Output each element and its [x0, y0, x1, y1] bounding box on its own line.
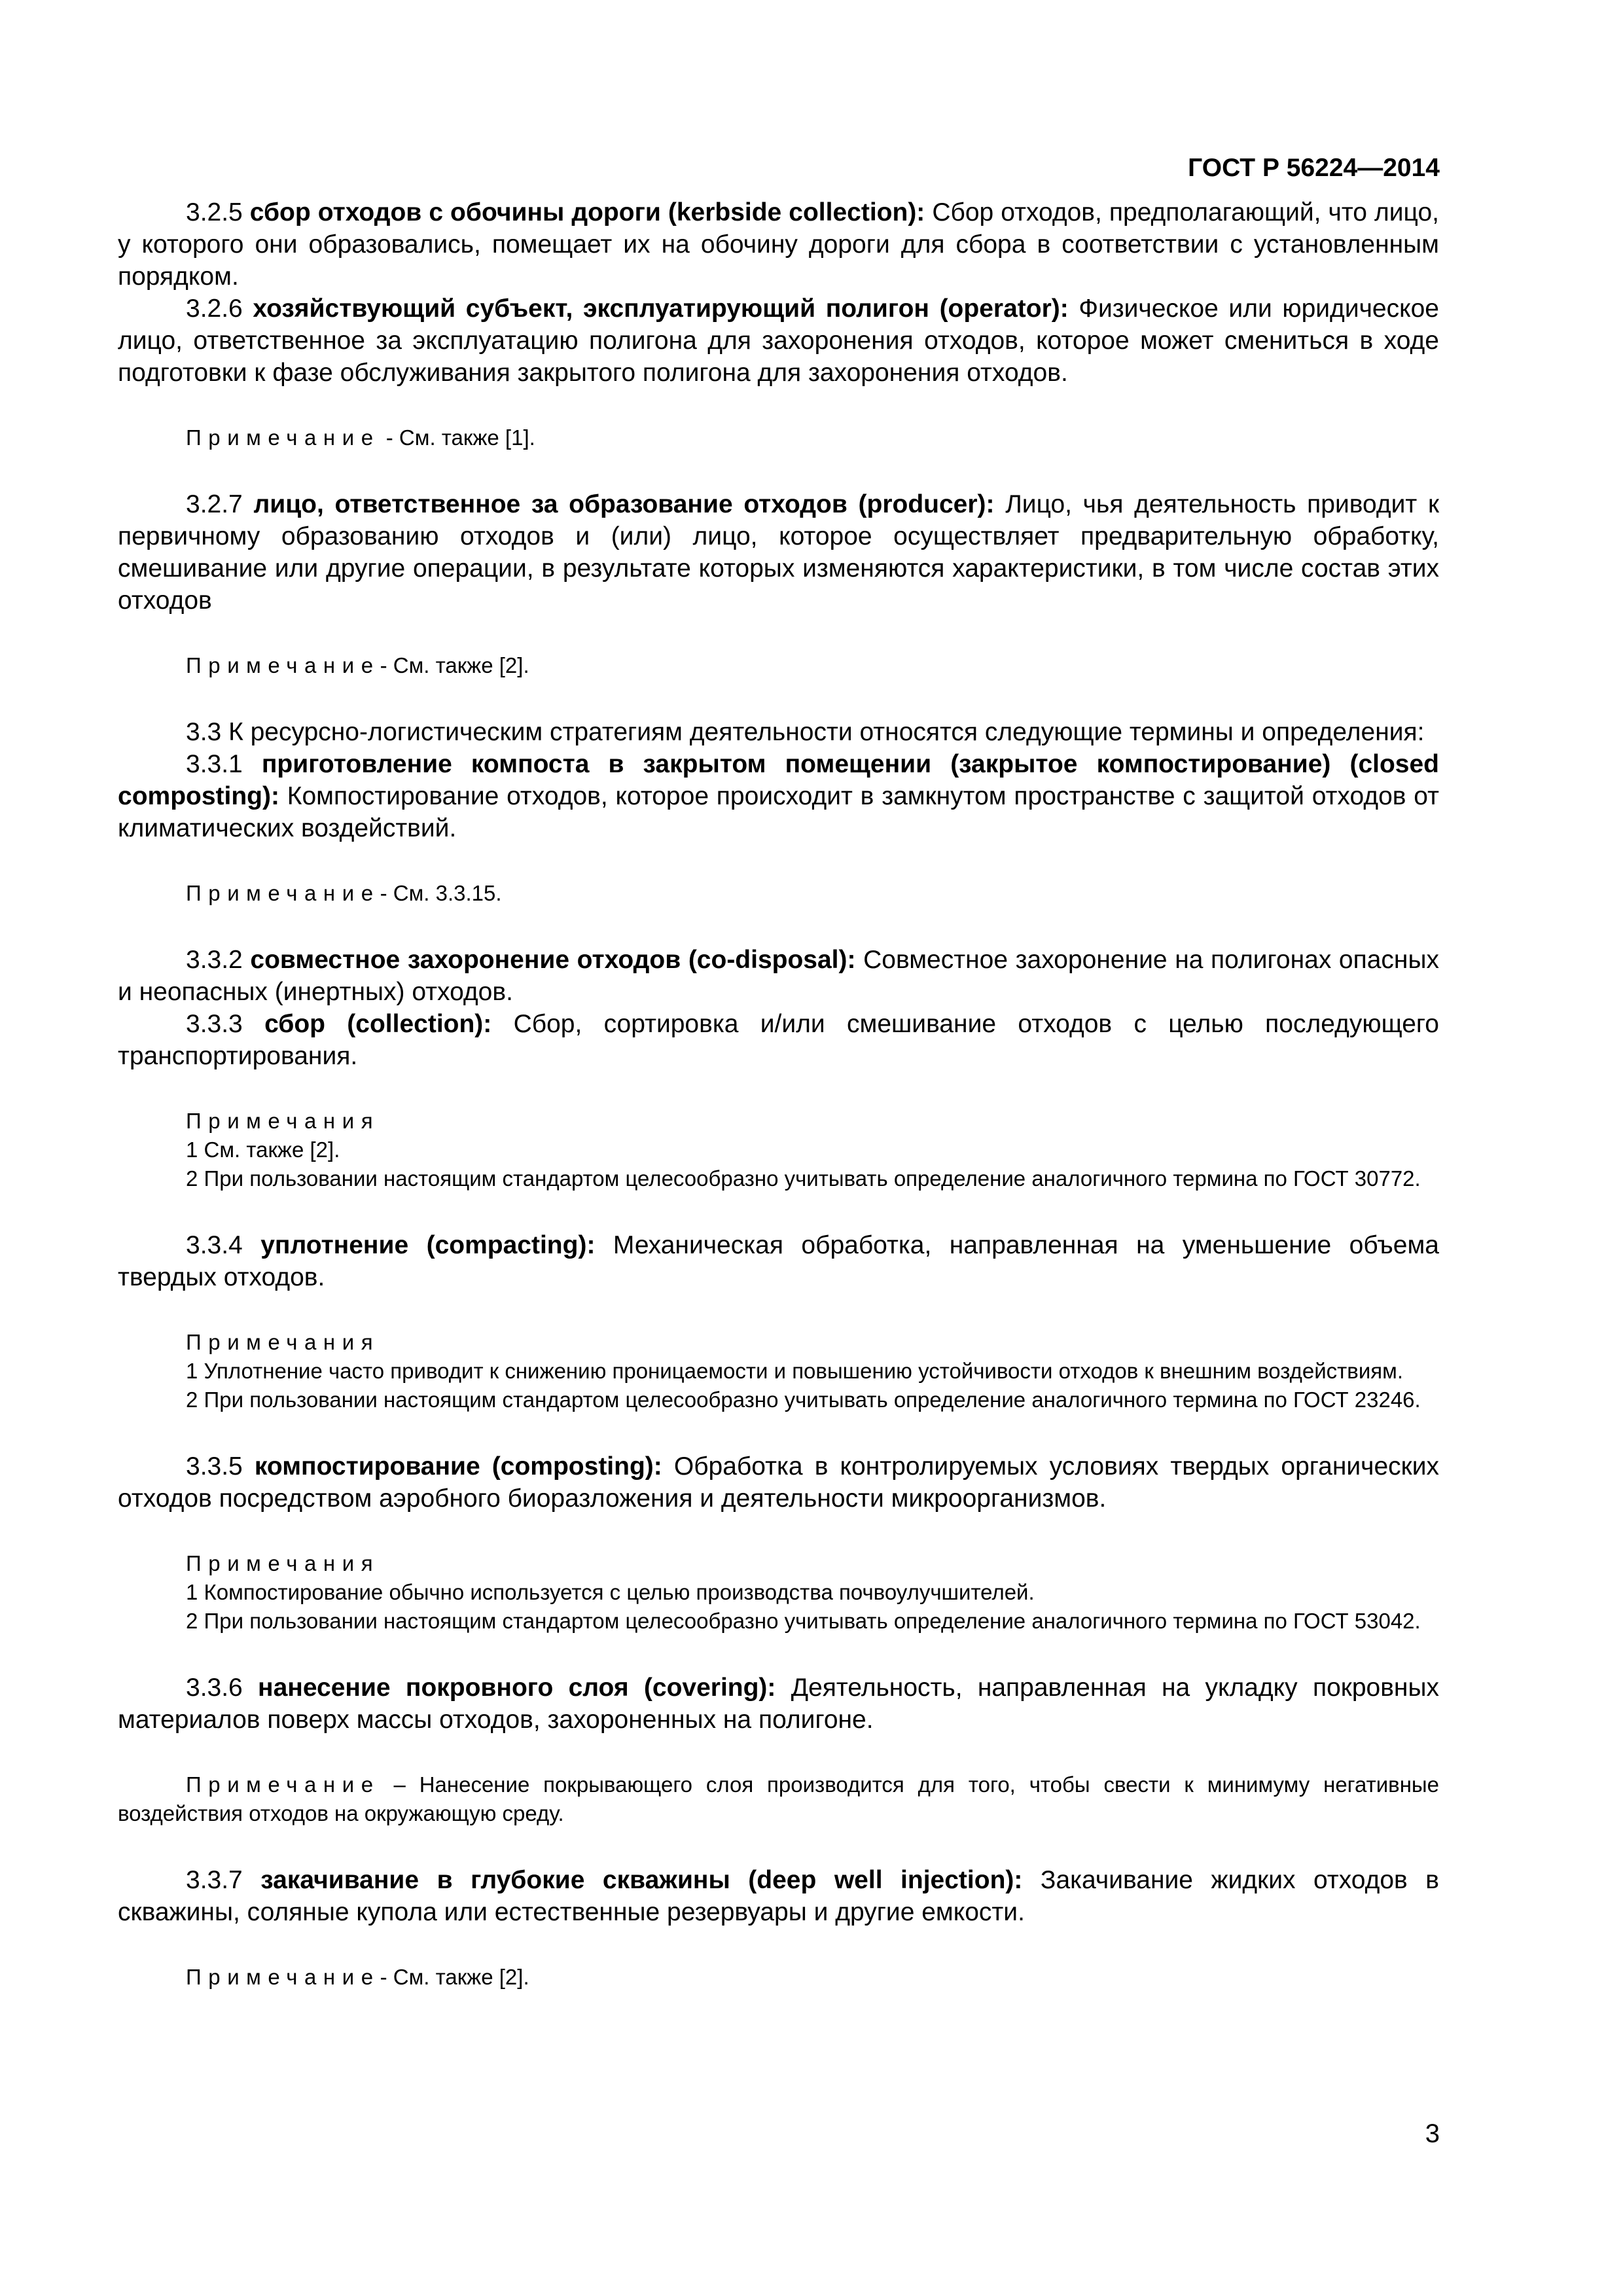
note [118, 423, 1439, 452]
clause-number: 3.3.2 [186, 946, 243, 974]
clause-number: 3.2.6 [186, 295, 243, 323]
note-text: - См. также [2]. [380, 653, 529, 677]
notes-title [118, 1549, 1439, 1578]
document-number: ГОСТ Р 56224—2014 [1188, 154, 1440, 182]
spacer [118, 1414, 1439, 1450]
note-label: Примечание [186, 653, 380, 677]
note [118, 1770, 1439, 1828]
note-text: - См. также [1]. [380, 425, 535, 450]
clause-number: 3.2.7 [186, 490, 243, 518]
notes-label: Примечания [186, 1330, 380, 1354]
note-item: 1 См. также [2]. [186, 1138, 340, 1162]
spacer [118, 1293, 1439, 1328]
clause-number: 3.3.7 [186, 1866, 243, 1894]
note-text: – Нанесение покрывающего слоя производится для того, чтобы свести к минимуму негативные воздействия отходов на окружающую среду. [118, 1772, 1439, 1825]
note [118, 879, 1439, 908]
term: нанесение покровного слоя (covering): [258, 1674, 776, 1702]
term: лицо, ответственное за образование отходов (producer): [253, 490, 995, 518]
note-label: Примечание [186, 1965, 380, 1989]
clause-number: 3.2.5 [186, 198, 243, 226]
definition-text: Сбор отходов, предполагающий, что лицо, у которого они образовались, помещает их на обочину дороги для сбора в соответствии с установленным порядком. [118, 198, 1439, 291]
definition-text: Закачивание жидких отходов в скважины, соляные купола или естественные резервуары и другие емкости. [118, 1866, 1439, 1926]
note-text: - См. 3.3.15. [380, 881, 502, 905]
clause-3-3-4 [118, 1229, 1439, 1293]
definition-text: К ресурсно-логистическим стратегиям деятельности относятся следующие термины и определения: [228, 718, 1425, 746]
note-label: Примечание [186, 881, 380, 905]
term: хозяйствующий субъект, эксплуатирующий полигон (operator): [253, 295, 1069, 323]
spacer [118, 1193, 1439, 1229]
clause-3-2-7 [118, 488, 1439, 617]
spacer [118, 617, 1439, 651]
spacer [118, 1515, 1439, 1549]
note-label: Примечание [186, 1772, 380, 1797]
spacer [118, 908, 1439, 944]
term: компостирование (composting): [254, 1452, 662, 1480]
clause-number: 3.3.5 [186, 1452, 243, 1480]
note-text: - См. также [2]. [380, 1965, 529, 1989]
term: приготовление компоста в закрытом помещении (закрытое компостирование) (closed composting): [118, 750, 1439, 810]
clause-3-3-5 [118, 1450, 1439, 1515]
definition-text: Компостирование отходов, которое происходит в замкнутом пространстве с защитой отходов от климатических воздействий. [118, 782, 1439, 842]
note-item: 2 При пользовании настоящим стандартом целесообразно учитывать определение аналогичного термина по ГОСТ 53042. [186, 1609, 1421, 1633]
clause-3-3-3 [118, 1008, 1439, 1072]
clause-number: 3.3.1 [186, 750, 243, 778]
note-item: 2 При пользовании настоящим стандартом целесообразно учитывать определение аналогичного термина по ГОСТ 30772. [186, 1166, 1421, 1191]
clause-3-3-6 [118, 1672, 1439, 1736]
spacer [118, 844, 1439, 879]
spacer [118, 1928, 1439, 1963]
clause-3-2-6 [118, 293, 1439, 389]
definition-text: Лицо, чья деятельность приводит к первичному образованию отходов и (или) лицо, которое осуществляет предварительную обработку, смешивание или другие операции, в результате которых изменяются характеристики, в том числе состав этих отходов [118, 490, 1440, 615]
note [118, 1963, 1439, 1992]
clause-number: 3.3.4 [186, 1231, 243, 1259]
term: закачивание в глубокие скважины (deep well injection): [260, 1866, 1023, 1894]
definition-text: Деятельность, направленная на укладку покровных материалов поверх массы отходов, захороненных на полигоне. [118, 1674, 1439, 1734]
spacer [118, 680, 1439, 716]
clause-3-3-1 [118, 748, 1439, 844]
definition-text: Механическая обработка, направленная на уменьшение объема твердых отходов. [118, 1231, 1439, 1291]
clause-3-3 [118, 716, 1439, 748]
term: сбор (collection): [264, 1010, 492, 1038]
clause-number: 3.3 [186, 718, 222, 746]
term: сбор отходов с обочины дороги (kerbside collection): [249, 198, 925, 226]
spacer [118, 1736, 1439, 1770]
notes-title [118, 1107, 1439, 1136]
note-label: Примечание [186, 425, 380, 450]
spacer [118, 452, 1439, 488]
document-body [118, 196, 1439, 1992]
definition-text: Обработка в контролируемых условиях твердых органических отходов посредством аэробного биоразложения и деятельности микроорганизмов. [118, 1452, 1439, 1513]
notes-label: Примечания [186, 1109, 380, 1133]
notes-title [118, 1328, 1439, 1357]
clause-3-2-5 [118, 196, 1439, 293]
definition-text: Физическое или юридическое лицо, ответственное за эксплуатацию полигона для захоронения отходов, которое может смениться в ходе подготовки к фазе обслуживания закрытого полигона для захоронения отходов. [118, 295, 1439, 387]
clause-3-3-2 [118, 944, 1439, 1008]
clause-3-3-7 [118, 1864, 1439, 1928]
note-item: 1 Компостирование обычно используется с целью производства почвоулучшителей. [186, 1580, 1035, 1604]
note-item: 1 Уплотнение часто приводит к снижению проницаемости и повышению устойчивости отходов к внешним воздействиям. [186, 1359, 1403, 1383]
page-number: 3 [1425, 2119, 1440, 2148]
spacer [118, 389, 1439, 423]
clause-number: 3.3.6 [186, 1674, 243, 1702]
term: уплотнение (compacting): [260, 1231, 596, 1259]
clause-number: 3.3.3 [186, 1010, 243, 1038]
spacer [118, 1828, 1439, 1864]
spacer [118, 1072, 1439, 1107]
spacer [118, 1636, 1439, 1672]
definition-text: Совместное захоронение на полигонах опасных и неопасных (инертных) отходов. [118, 946, 1439, 1006]
note-item: 2 При пользовании настоящим стандартом целесообразно учитывать определение аналогичного термина по ГОСТ 23246. [186, 1388, 1421, 1412]
definition-text: Сбор, сортировка и/или смешивание отходов с целью последующего транспортирования. [118, 1010, 1439, 1070]
note [118, 651, 1439, 680]
notes-label: Примечания [186, 1551, 380, 1575]
term: совместное захоронение отходов (co-disposal): [250, 946, 856, 974]
